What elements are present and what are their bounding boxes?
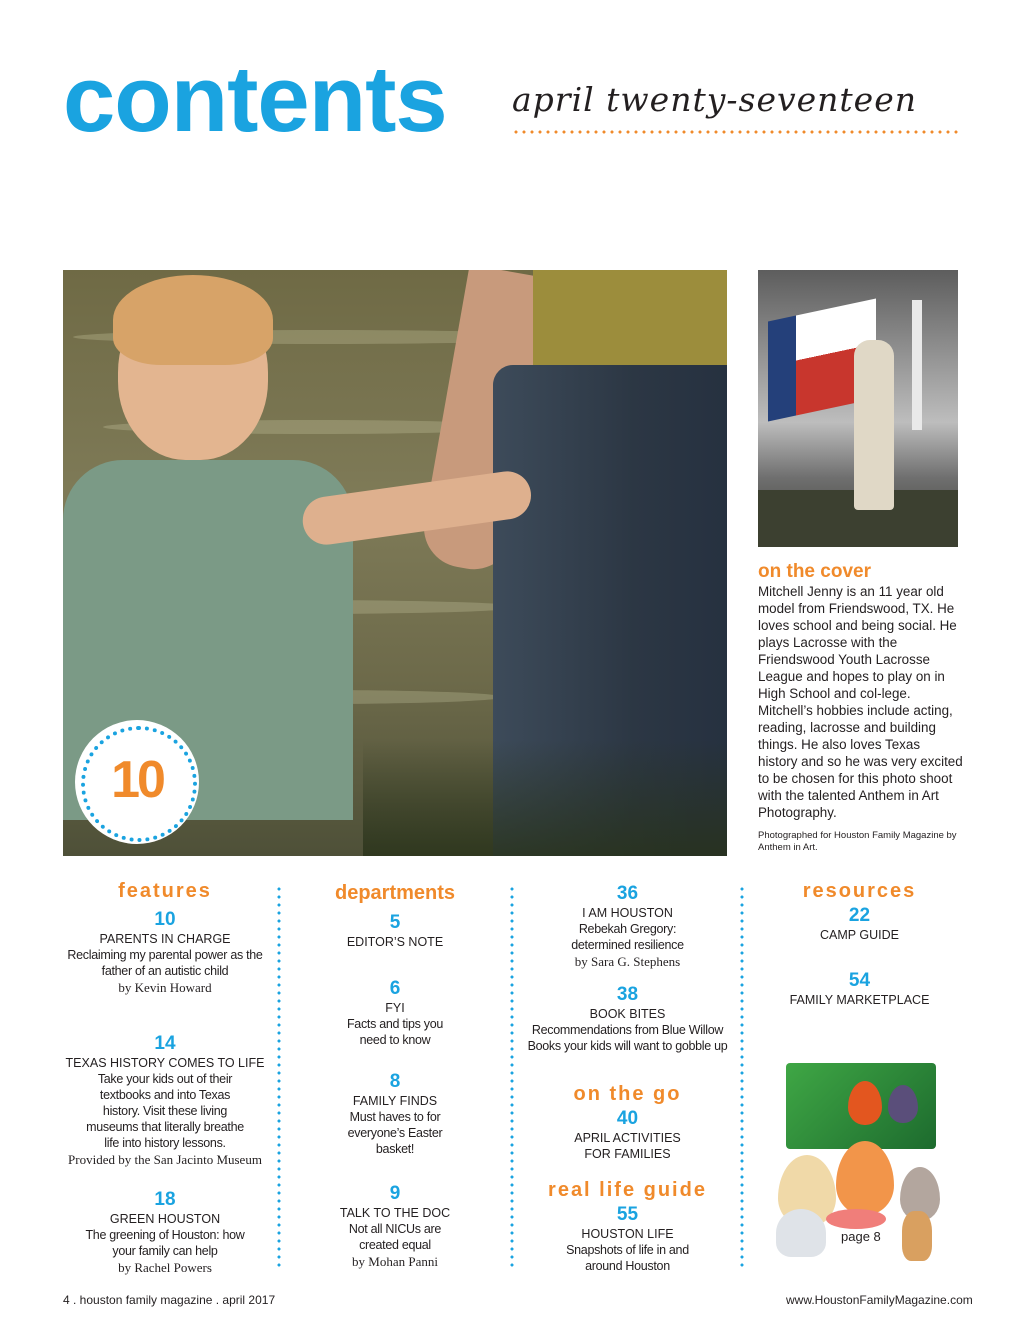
footer-folio: 4 . houston family magazine . april 2017 [63, 1293, 276, 1307]
article-desc: Facts and tips you need to know [346, 1017, 444, 1047]
cover-heading: on the cover [758, 561, 871, 582]
meerkat-toy [902, 1211, 932, 1261]
on-the-go-section [520, 1083, 735, 1106]
departments-heading-wrap [290, 882, 500, 905]
page-number: 54 [848, 970, 871, 991]
article-byline: by Mohan Panni [352, 1254, 438, 1269]
article-desc: Rebekah Gregory: determined resilience [571, 922, 684, 952]
real-life-section [520, 1179, 735, 1202]
lizard-toy [826, 1209, 886, 1229]
article-desc: Must haves to for everyone’s Easter basket! [347, 1110, 443, 1156]
page-number: 6 [389, 978, 401, 999]
page-number: 36 [616, 883, 639, 904]
article-desc: Not all NICUs are created equal [348, 1222, 442, 1252]
article-title: BOOK BITES [589, 1007, 666, 1021]
page-number: 9 [389, 1183, 401, 1204]
page-title: contents [63, 46, 447, 151]
article-desc: Recommendations from Blue Willow Books your kids will want to gobble up [527, 1023, 728, 1053]
issue-date: april twenty-seventeen [512, 80, 917, 119]
page-number: 18 [154, 1189, 176, 1210]
page-number: 40 [616, 1108, 639, 1129]
cover-photo [758, 270, 958, 547]
column-divider [740, 885, 744, 1270]
grass [363, 740, 727, 856]
article-title: EDITOR’S NOTE [346, 935, 444, 949]
boy-hair [113, 275, 273, 365]
column-divider [277, 885, 281, 1270]
department-item[interactable] [290, 1183, 500, 1270]
column-divider [510, 885, 514, 1270]
feature-item[interactable] [55, 1189, 275, 1276]
page-number: 10 [154, 909, 176, 930]
column3-item[interactable] [520, 984, 735, 1054]
resource-item[interactable] [752, 905, 967, 943]
article-title: FAMILY MARKETPLACE [789, 993, 930, 1007]
department-item[interactable] [290, 978, 500, 1048]
footer-url[interactable]: www.HoustonFamilyMagazine.com [786, 1293, 973, 1307]
article-desc: Reclaiming my parental power as the father of an autistic child [67, 948, 263, 978]
article-title: TEXAS HISTORY COMES TO LIFE [65, 1056, 265, 1070]
features-heading-wrap [55, 880, 275, 903]
feature-item[interactable] [55, 909, 275, 996]
page-number: 14 [154, 1033, 176, 1054]
real-life-item[interactable] [520, 1204, 735, 1274]
badge-number: 10 [111, 751, 163, 809]
department-item[interactable] [290, 1071, 500, 1157]
article-title: I AM HOUSTON [582, 906, 673, 920]
article-byline: by Sara G. Stephens [574, 954, 681, 969]
page-badge [77, 722, 197, 842]
egg [836, 1141, 894, 1215]
article-title: TALK TO THE DOC [339, 1206, 451, 1220]
egg-in-package [888, 1085, 918, 1123]
department-item[interactable] [290, 912, 500, 950]
egg-in-package [848, 1081, 882, 1125]
departments-heading: departments [334, 882, 456, 904]
resources-heading-wrap [752, 880, 967, 903]
article-desc: Take your kids out of their textbooks and into Texas history. Visit these living museums that literally breathe life into history lessons. [86, 1072, 244, 1150]
image-caption: page 8 [841, 1229, 881, 1244]
cover-boy [854, 340, 894, 510]
page-number: 38 [616, 984, 639, 1005]
article-title: PARENTS IN CHARGE [99, 932, 231, 946]
article-title: APRIL ACTIVITIES FOR FAMILIES [574, 1131, 681, 1161]
page-number: 5 [389, 912, 401, 933]
feature-item[interactable] [55, 1033, 275, 1168]
article-byline: Provided by the San Jacinto Museum [68, 1152, 262, 1167]
real-life-heading: real life guide [548, 1179, 707, 1201]
cover-credit: Photographed for Houston Family Magazine by Anthem in Art. [758, 830, 957, 853]
article-title: FAMILY FINDS [352, 1094, 438, 1108]
article-desc: The greening of Houston: how your family can help [85, 1228, 245, 1258]
dotted-rule [512, 130, 962, 134]
column3-item[interactable] [520, 883, 735, 970]
article-desc: Snapshots of life in and around Houston [566, 1243, 689, 1273]
resources-heading: resources [802, 880, 917, 902]
article-title: FYI [385, 1001, 405, 1015]
bunny-toy [776, 1209, 826, 1257]
monument [912, 300, 922, 430]
page-number: 22 [848, 905, 871, 926]
article-byline: by Kevin Howard [118, 980, 212, 995]
article-byline: by Rachel Powers [118, 1260, 212, 1275]
toy-package [786, 1063, 936, 1149]
resource-item[interactable] [752, 970, 967, 1008]
article-title: GREEN HOUSTON [109, 1212, 221, 1226]
page-number: 8 [389, 1071, 401, 1092]
on-the-go-item[interactable] [520, 1108, 735, 1162]
article-title: CAMP GUIDE [820, 928, 899, 942]
on-the-go-heading: on the go [573, 1083, 682, 1105]
cover-text: Mitchell Jenny is an 11 year old model from Friendswood, TX. He loves school and being social. He plays Lacrosse with the Friendswood Youth Lacrosse League and hopes to play on in High School and col-lege. Mitchell’s hobbies include acting, reading, lacrosse and building things. He also loves Texas history and so he was very excited to be chosen for this photo shoot with the talented Anthem in Art Photography. [758, 584, 963, 820]
page-number: 55 [616, 1204, 639, 1225]
features-heading: features [118, 880, 212, 902]
article-title: HOUSTON LIFE [581, 1227, 674, 1241]
